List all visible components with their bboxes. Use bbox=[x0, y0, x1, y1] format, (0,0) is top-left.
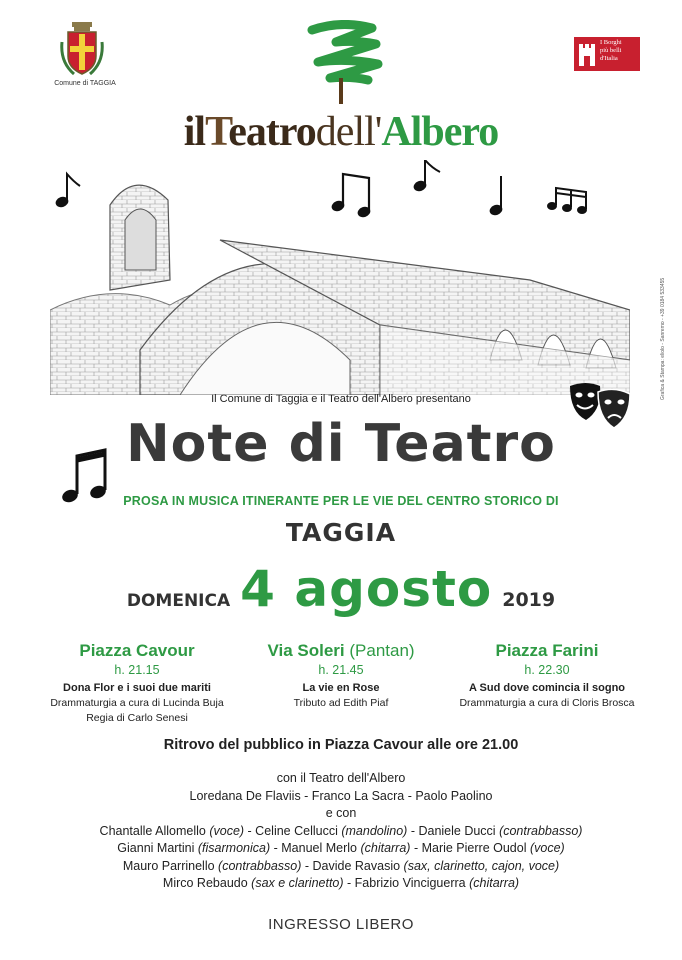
musician-name: Gianni Martini bbox=[117, 841, 198, 855]
musician-name: - Davide Ravasio bbox=[301, 858, 404, 873]
presenters-line: Il Comune di Taggia e il Teatro dell'Albero presentano bbox=[211, 393, 471, 405]
comune-crest-icon bbox=[60, 22, 104, 78]
venue-via-soleri bbox=[231, 640, 451, 711]
musician-name: - Fabrizio Vinciguerra bbox=[343, 876, 470, 890]
musicians-row bbox=[0, 840, 682, 858]
venue-time: h. 22.30 bbox=[524, 663, 570, 677]
musician-name: - Marie Pierre Oudol bbox=[410, 841, 530, 855]
musician-role: (mandolino) bbox=[341, 823, 408, 838]
venue-time: h. 21.45 bbox=[318, 663, 364, 677]
venue-piazza-farini bbox=[437, 640, 657, 711]
venue-time: h. 21.15 bbox=[114, 663, 160, 677]
tree-logo-icon bbox=[296, 20, 386, 105]
bridge-illustration bbox=[50, 160, 630, 395]
musician-name: - Manuel Merlo bbox=[270, 841, 361, 855]
free-entry-label: INGRESSO LIBERO bbox=[268, 916, 414, 933]
logo-part-5: Albero bbox=[381, 109, 499, 155]
venue-name: Piazza Cavour bbox=[79, 641, 195, 660]
date-weekday: DOMENICA bbox=[126, 591, 231, 611]
musician-role: (chitarra) bbox=[469, 876, 520, 890]
date-row bbox=[0, 560, 682, 618]
musicians-row bbox=[0, 823, 682, 841]
badge-line-1: I Borghi bbox=[600, 39, 622, 46]
tower-icon bbox=[578, 42, 596, 66]
logo-part-4: dell' bbox=[315, 109, 382, 155]
musician-name: Mirco Rebaudo bbox=[162, 876, 252, 890]
logo-part-1: il bbox=[183, 109, 206, 155]
venue-name: Via Soleri bbox=[267, 641, 345, 660]
musicians-row bbox=[0, 858, 682, 876]
cast-credits bbox=[0, 770, 682, 893]
venue-note: Regia di Carlo Senesi bbox=[86, 712, 188, 724]
musician-name: Mauro Parrinello bbox=[122, 858, 219, 873]
print-credit: Grafica & Stampa: eliolo - Sanremo - +39 0184 533455 bbox=[660, 277, 666, 400]
venue-note: Drammaturgia a cura di Cloris Brosca bbox=[459, 697, 635, 709]
borghi-badge bbox=[574, 37, 640, 71]
venue-note: Drammaturgia a cura di Lucinda Buja bbox=[50, 697, 224, 709]
event-subtitle: PROSA IN MUSICA ITINERANTE PER LE VIE DEL CENTRO STORICO DI bbox=[123, 494, 559, 508]
date-year: 2019 bbox=[502, 589, 556, 611]
date-day-month: 4 agosto bbox=[240, 560, 493, 618]
logo-part-2: T bbox=[205, 109, 229, 155]
logo-part-3: eatro bbox=[228, 109, 316, 155]
musicians-row bbox=[0, 875, 682, 893]
musician-role: (chitarra) bbox=[360, 841, 411, 855]
town-name: TAGGIA bbox=[285, 518, 397, 547]
venue-show: La vie en Rose bbox=[302, 682, 380, 694]
musician-role: (fisarmonica) bbox=[197, 841, 271, 855]
credits-intro: con il Teatro dell'Albero bbox=[276, 771, 406, 785]
venue-piazza-cavour bbox=[27, 640, 247, 726]
musician-role: (contrabbasso) bbox=[218, 858, 302, 873]
musician-role: (sax e clarinetto) bbox=[251, 876, 344, 890]
meeting-point: Ritrovo del pubblico in Piazza Cavour alle ore 21.00 bbox=[163, 737, 519, 753]
teatro-logo-title bbox=[0, 108, 682, 156]
venue-name-paren: (Pantan) bbox=[349, 641, 415, 660]
venue-note: Tributo ad Edith Piaf bbox=[293, 697, 389, 709]
musician-name: - Celine Cellucci bbox=[244, 823, 342, 838]
venue-name: Piazza Farini bbox=[495, 641, 599, 660]
musician-role: (contrabbasso) bbox=[499, 823, 583, 838]
venue-show: A Sud dove comincia il sogno bbox=[468, 682, 626, 694]
musician-name: Chantalle Allomello bbox=[99, 823, 210, 838]
musician-name: - Daniele Ducci bbox=[407, 823, 500, 838]
venue-show: Dona Flor e i suoi due mariti bbox=[63, 682, 211, 694]
musician-role: (sax, clarinetto, cajon, voce) bbox=[403, 858, 560, 873]
municipality-label: Comune di TAGGIA bbox=[54, 80, 116, 87]
credits-main-cast: Loredana De Flaviis - Franco La Sacra - Paolo Paolino bbox=[189, 788, 493, 803]
musician-role: (voce) bbox=[209, 823, 245, 838]
musician-role: (voce) bbox=[529, 841, 565, 855]
badge-line-2: più belli bbox=[600, 47, 622, 54]
badge-line-3: d'Italia bbox=[600, 55, 618, 62]
event-title: Note di Teatro bbox=[126, 414, 556, 474]
credits-and-with: e con bbox=[325, 806, 357, 820]
